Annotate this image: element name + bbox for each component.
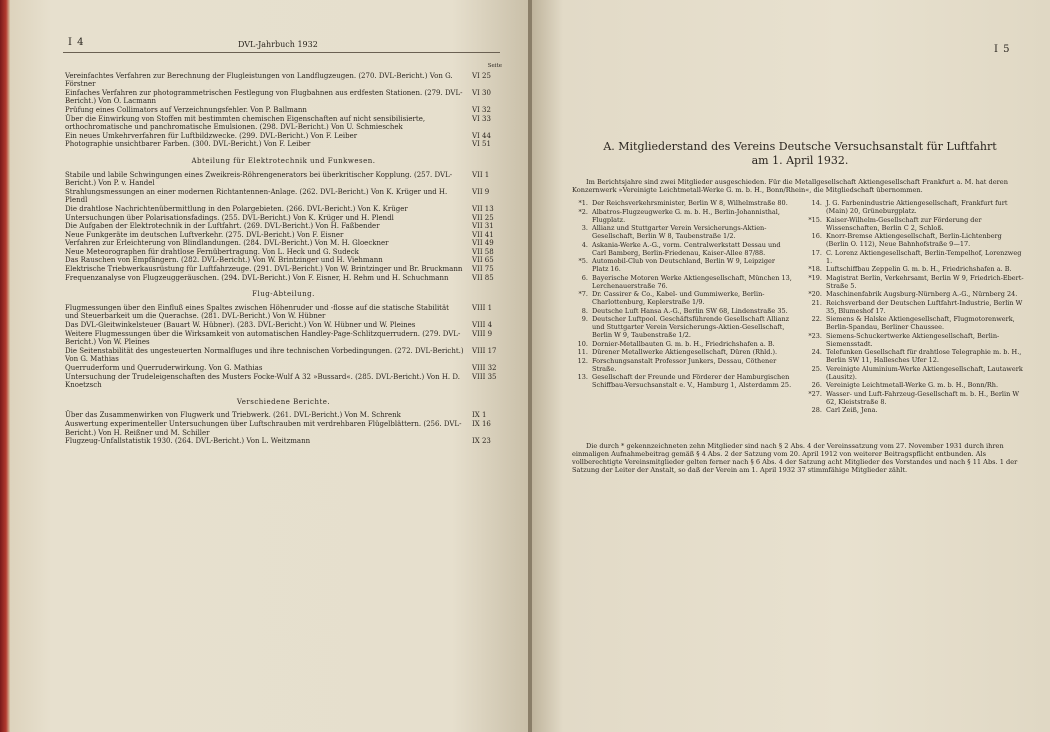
running-head: DVL-Jahrbuch 1932 [238, 40, 318, 49]
member-number: 14. [811, 199, 822, 207]
table-of-contents [65, 62, 502, 446]
toc-entry-title: Stabile und labile Schwingungen eines Zweikreis-Röhrengenerators bei überkritischer Kopplung. (257. DVL-Bericht.) Von P. v. Handel [65, 170, 453, 188]
toc-entry [65, 171, 502, 188]
toc-entry [65, 72, 502, 89]
member-item [806, 315, 1026, 331]
toc-entry-page-ref: VII 9 [472, 187, 490, 196]
member-name: Carl Zeiß, Jena. [826, 406, 878, 414]
members-footnote: Die durch * gekennzeichneten zehn Mitglieder sind nach § 2 Abs. 4 der Vereinssatzung vom 27. November 1931 durch ihren einmaligen Aufnahmebeitrag gemäß § 4 Abs. 2 der Satzung vom 20. April 1912 von weiterer Beitragspflicht entbunden. Als vollberechtigte Vereinsmitglieder gelten ferner nach § 6 Abs. 4 der Satzung acht Mitglieder des Vorstandes und nach § 11 Abs. 1 der Satzung der Leiter der Anstalt, so daß der Verein am 1. April 1932 37 stimmfähige Mitglieder zählt. [572, 442, 1018, 474]
member-number: 12. [577, 356, 588, 365]
toc-entry-title: Flugmessungen über den Einfluß eines Spaltes zwischen Höhenruder und -flosse auf die statische Stabilität und Steuerbarkeit um die Querachse. (281. DVL-Bericht.) Von W. Hübner [65, 303, 449, 321]
member-item [572, 274, 792, 290]
column-label-seite: Seite [487, 63, 502, 69]
member-name: Dr. Cassirer & Co., Kabel- und Gummiwerke, Berlin-Charlottenburg, Keplerstraße 1/9. [592, 290, 765, 306]
toc-entry [65, 222, 502, 231]
member-name: Askania-Werke A.-G., vorm. Centralwerkstatt Dessau und Carl Bamberg, Berlin-Friedenau, Kaiser-Allee 87/88. [592, 240, 781, 257]
toc-entry-title: Ein neues Umkehrverfahren für Luftbildzwecke. (299. DVL-Bericht.) Von F. Leiber [65, 131, 358, 140]
toc-entry [65, 256, 502, 265]
toc-entry-page-ref: VII 25 [472, 213, 494, 222]
toc-entry [65, 347, 502, 364]
member-number: 22. [811, 315, 822, 323]
member-name: Dürener Metallwerke Aktiengesellschaft, Düren (Rhld.). [592, 348, 778, 356]
member-name: Luftschiffbau Zeppelin G. m. b. H., Friedrichshafen a. B. [826, 265, 1012, 273]
member-item [572, 307, 792, 315]
member-number: 8. [581, 306, 588, 315]
toc-entry-page-ref: VII 13 [472, 204, 494, 213]
toc-entry-page-ref: VII 58 [472, 247, 494, 256]
member-item [806, 406, 1026, 414]
member-item [806, 332, 1026, 348]
member-item [572, 315, 792, 339]
member-item [806, 299, 1026, 315]
toc-entry-page-ref: IX 23 [472, 437, 491, 446]
members-intro-paragraph: Im Berichtsjahre sind zwei Mitglieder ausgeschieden. Für die Metallgesellschaft Aktiengesellschaft Frankfurt a. M. hat deren Konzernwerk »Vereinigte Leichtmetall-Werke G. m. b. H., Bonn/Rhein«, die Mitgliedschaft übernommen. [572, 178, 1008, 194]
toc-entry-title: Frequenzanalyse von Flugzeuggeräuschen. (294. DVL-Bericht.) Von F. Eisner, H. Rehm und H. Schuchmann [65, 273, 449, 282]
member-name: J. G. Farbenindustrie Aktiengesellschaft, Frankfurt furt (Main) 20, Grüneburgplatz. [826, 199, 1008, 215]
member-item [806, 249, 1026, 265]
member-name: Vereinigte Leichtmetall-Werke G. m. b. H., Bonn/Rh. [826, 381, 999, 389]
member-item [806, 348, 1026, 364]
member-name: Albatros-Flugzeugwerke G. m. b. H., Berlin-Johannisthal, Flugplatz. [592, 207, 780, 224]
member-item [806, 290, 1026, 298]
toc-entry-page-ref: VII 85 [472, 273, 494, 282]
toc-entry-title: Querruderform und Querruderwirkung. Von G. Mathias [65, 364, 263, 372]
toc-entry-title: Das DVL-Gleitwinkelsteuer (Bauart W. Hübner). (283. DVL-Bericht.) Von W. Hübner und W. Pleines [65, 321, 416, 330]
toc-entry-page-ref: VII 75 [472, 265, 494, 274]
member-item [806, 265, 1026, 273]
member-item [572, 290, 792, 306]
member-name: Reichsverband der Deutschen Luftfahrt-Industrie, Berlin W 35, Blumeshof 17. [826, 298, 1023, 315]
member-item [572, 257, 792, 273]
toc-entry-page-ref: IX 1 [472, 411, 487, 420]
member-name: Knorr-Bremse Aktiengesellschaft, Berlin-Lichtenberg (Berlin O. 112), Neue Bahnhofstraße 9—17. [826, 232, 1002, 248]
member-name: Dornier-Metallbauten G. m. b. H., Friedrichshafen a. B. [592, 339, 775, 348]
toc-entry-page-ref: VII 31 [472, 222, 494, 231]
toc-entry-title: Das Rauschen von Empfängern. (282. DVL-Bericht.) Von W. Brintzinger und H. Viehmann [65, 256, 383, 265]
book-cover-edge [0, 0, 10, 732]
toc-entry-title: Untersuchungen über Polarisationsfadings. (255. DVL-Bericht.) Von K. Krüger und H. Plendl [65, 213, 394, 222]
member-number: 16. [811, 232, 822, 240]
member-name: Kaiser-Wilhelm-Gesellschaft zur Förderung der Wissenschaften, Berlin C 2, Schloß. [826, 215, 982, 232]
member-item [572, 357, 792, 373]
member-item [806, 365, 1026, 381]
member-number: 9. [581, 315, 588, 323]
left-page-number: I 4 [68, 37, 85, 48]
member-number: *19. [808, 273, 822, 282]
toc-entry [65, 140, 502, 149]
member-item [572, 241, 792, 257]
toc-entry [65, 437, 502, 446]
member-name: Wasser- und Luft-Fahrzeug-Gesellschaft m. b. H., Berlin W 62, Kleiststraße 8. [826, 389, 1020, 406]
toc-entry-page-ref: VIII 4 [472, 321, 493, 330]
toc-entry-page-ref: VII 1 [472, 170, 490, 179]
toc-entry-title: Flugzeug-Unfallstatistik 1930. (264. DVL-Bericht.) Von L. Weitzmann [65, 437, 311, 446]
toc-entry-page-ref: VII 65 [472, 256, 494, 265]
toc-section-heading: Verschiedene Berichte. [236, 397, 331, 406]
member-item [806, 199, 1026, 215]
member-number: 13. [577, 373, 588, 381]
member-number: *1. [578, 199, 588, 207]
toc-entry [65, 364, 502, 373]
member-number: *18. [808, 265, 822, 273]
toc-entry-title: Untersuchung der Trudeleigenschaften des Musters Focke-Wulf A 32 »Bussard«. (285. DVL-Bericht.) Von H. D. Knoetzsch [65, 372, 460, 390]
toc-entry-page-ref: VII 41 [472, 230, 494, 239]
toc-entry-page-ref: VI 25 [472, 71, 491, 80]
member-number: *2. [578, 207, 588, 216]
toc-entry-page-ref: VI 32 [472, 105, 491, 114]
member-name: Telefunken Gesellschaft für drahtlose Telegraphie m. b. H., Berlin SW 11, Hallesches Ufer 12. [826, 348, 1022, 364]
toc-entry-page-ref: VIII 1 [472, 303, 493, 312]
member-number: 10. [577, 339, 588, 348]
member-item [806, 274, 1026, 290]
member-name: Bayerische Motoren Werke Aktiengesellschaft, München 13, Lerchenauerstraße 76. [592, 273, 792, 290]
toc-entry-title: Neue Funkgeräte im deutschen Luftverkehr. (275. DVL-Bericht.) Von F. Eisner [65, 230, 344, 239]
toc-entry-page-ref: VI 30 [472, 88, 491, 97]
member-name: Siemens & Halske Aktiengesellschaft, Flugmotorenwerk, Berlin-Spandau, Berliner Chaussee. [826, 315, 1015, 331]
toc-entry-page-ref: VI 33 [472, 114, 491, 123]
member-number: 6. [581, 273, 588, 282]
member-name: Siemens-Schuckertwerke Aktiengesellschaft, Berlin-Siemensstadt. [826, 331, 1000, 348]
toc-entry-title: Auswertung experimenteller Untersuchungen über Luftschrauben mit verdrehbaren Flügelblättern. (256. DVL-Bericht.) Von H. Reißner und M. Schiller [65, 419, 462, 437]
member-number: 26. [811, 381, 822, 389]
member-number: *7. [578, 290, 588, 298]
toc-entry [65, 411, 502, 420]
member-number: 21. [811, 298, 822, 307]
toc-section-heading: Abteilung für Elektrotechnik und Funkwesen. [191, 156, 376, 165]
member-item [806, 390, 1026, 406]
members-column-left [572, 199, 792, 415]
member-number: *27. [808, 389, 822, 398]
member-number: 4. [581, 240, 588, 249]
toc-entry-title: Strahlungsmessungen an einer modernen Richtantennen-Anlage. (262. DVL-Bericht.) Von K. Krüger und H. Plendl [65, 187, 448, 205]
toc-entry [65, 205, 502, 214]
toc-section-heading: Flug-Abteilung. [252, 290, 315, 299]
members-column-right [806, 199, 1026, 415]
toc-entry [65, 89, 502, 106]
title-line-1: A. Mitgliederstand des Vereins Deutsche Versuchsanstalt für Luftfahrt [603, 140, 997, 153]
member-name: Deutscher Luftpool. Geschäftsführende Gesellschaft Allianz und Stuttgarter Verein Versicherungs-Aktien-Gesellschaft, Berlin W 9, Taubenstraße 1/2. [592, 315, 790, 339]
toc-entry-title: Elektrische Triebwerkausrüstung für Luftfahrzeuge. (291. DVL-Bericht.) Von W. Brintzinger und Br. Bruckmann [65, 265, 463, 274]
toc-entry-title: Weitere Flugmessungen über die Wirksamkeit von automatischen Handley-Page-Schlitzquerrudern. (279. DVL-Bericht.) Von W. Pleines [65, 329, 461, 347]
member-number: *20. [808, 290, 822, 298]
toc-entry-page-ref: VI 51 [472, 140, 491, 149]
toc-entry-page-ref: VI 44 [472, 131, 491, 140]
member-number: 25. [811, 364, 822, 373]
title-line-2: am 1. April 1932. [751, 154, 849, 167]
member-name: Automobil-Club von Deutschland, Berlin W 9, Leipziger Platz 16. [592, 257, 775, 273]
toc-entry-page-ref: VIII 32 [472, 364, 497, 372]
members-list [572, 199, 1026, 415]
member-name: Magistrat Berlin, Verkehrsamt, Berlin W 9, Friedrich-Ebert-Straße 5. [826, 273, 1024, 290]
member-name: Der Reichsverkehrsminister, Berlin W 8, Wilhelmstraße 80. [592, 199, 788, 207]
toc-entry [65, 373, 502, 390]
member-number: *15. [808, 215, 822, 224]
member-number: 17. [811, 248, 822, 257]
toc-entry [65, 321, 502, 330]
toc-entry-title: Die Seitenstabilität des ungesteuerten Normalfluges und ihre technischen Vorbedingungen. (272. DVL-Bericht.) Von G. Mathias [65, 346, 464, 364]
toc-entry [65, 265, 502, 274]
toc-entry-title: Vereinfachtes Verfahren zur Berechnung der Flugleistungen von Landflugzeugen. (270. DVL-Bericht.) Von G. Förstner [65, 71, 453, 89]
toc-entry-title: Über die Einwirkung von Stoffen mit bestimmten chemischen Eigenschaften auf nicht sensibilisierte, orthochromatische und panchromatische Emulsionen. (298. DVL-Bericht.) Von U. Schmieschek [65, 114, 426, 132]
toc-entry-title: Über das Zusammenwirken von Flugwerk und Triebwerk. (261. DVL-Bericht.) Von M. Schrenk [65, 411, 401, 420]
member-name: Gesellschaft der Freunde und Förderer der Hamburgischen Schiffbau-Versuchsanstalt e. V., Hamburg 1, Alsterdamm 25. [592, 373, 792, 389]
toc-entry-title: Die Aufgaben der Elektrotechnik in der Luftfahrt. (269. DVL-Bericht.) Von H. Faßbender [65, 222, 380, 231]
member-number: 3. [581, 224, 588, 232]
member-name: C. Lorenz Aktiengesellschaft, Berlin-Tempelhof, Lorenzweg 1. [826, 248, 1022, 265]
members-section-title [590, 140, 1010, 168]
member-name: Maschinenfabrik Augsburg-Nürnberg A.-G., Nürnberg 24. [826, 290, 1018, 298]
member-number: *5. [578, 257, 588, 265]
right-page-number: I 5 [994, 44, 1011, 55]
member-number: 28. [811, 406, 822, 414]
toc-entry [65, 274, 502, 283]
toc-entry [65, 330, 502, 347]
toc-entry-title: Neue Meteorographen für drahtlose Fernübertragung. Von L. Heck und G. Sudeck [65, 247, 359, 256]
member-number: *23. [808, 331, 822, 340]
member-item [806, 216, 1026, 232]
toc-entry [65, 239, 502, 248]
toc-entry [65, 132, 502, 141]
toc-entry-page-ref: IX 16 [472, 419, 491, 428]
toc-entry [65, 420, 502, 437]
toc-entry-page-ref: VIII 17 [472, 346, 497, 355]
toc-entry [65, 214, 502, 223]
member-item [572, 208, 792, 224]
member-item [806, 232, 1026, 248]
toc-entry-title: Prüfung eines Collimators auf Verzeichnungsfehler. Von P. Ballmann [65, 105, 307, 114]
member-item [572, 224, 792, 240]
toc-entry [65, 304, 502, 321]
member-name: Deutsche Luft Hansa A.-G., Berlin SW 68, Lindenstraße 35. [592, 306, 788, 315]
toc-entry-title: Einfaches Verfahren zur photogrammetrischen Festlegung von Flugbahnen aus erdfesten Stationen. (279. DVL-Bericht.) Von O. Lacmann [65, 88, 463, 106]
toc-entry [65, 115, 502, 132]
toc-entry [65, 231, 502, 240]
toc-entry [65, 248, 502, 257]
toc-entry [65, 106, 502, 115]
member-number: 11. [577, 348, 588, 356]
toc-entry-page-ref: VIII 35 [472, 372, 497, 381]
toc-entry-title: Photographie unsichtbarer Farben. (300. DVL-Bericht.) Von F. Leiber [65, 140, 311, 149]
member-name: Forschungsanstalt Professor Junkers, Dessau, Cöthener Straße. [592, 356, 777, 373]
member-name: Allianz und Stuttgarter Verein Versicherungs-Aktien-Gesellschaft, Berlin W 8, Taubenstraße 1/2. [592, 224, 767, 240]
member-item [806, 381, 1026, 389]
toc-entry-page-ref: VIII 9 [472, 329, 493, 338]
member-item [572, 340, 792, 348]
header-rule [63, 52, 500, 53]
toc-entry-title: Verfahren zur Erleichterung von Blindlandungen. (284. DVL-Bericht.) Von M. H. Gloeckner [65, 239, 389, 248]
member-item [572, 348, 792, 356]
toc-entry-page-ref: VII 49 [472, 239, 494, 248]
member-name: Vereinigte Aluminium-Werke Aktiengesellschaft, Lautawerk (Lausitz). [826, 364, 1023, 381]
member-item [572, 373, 792, 389]
member-item [572, 199, 792, 207]
toc-entry [65, 188, 502, 205]
toc-entry-title: Die drahtlose Nachrichtenübermittlung in den Polargebieten. (266. DVL-Bericht.) Von K. Krüger [65, 204, 408, 213]
member-number: 24. [811, 348, 822, 356]
